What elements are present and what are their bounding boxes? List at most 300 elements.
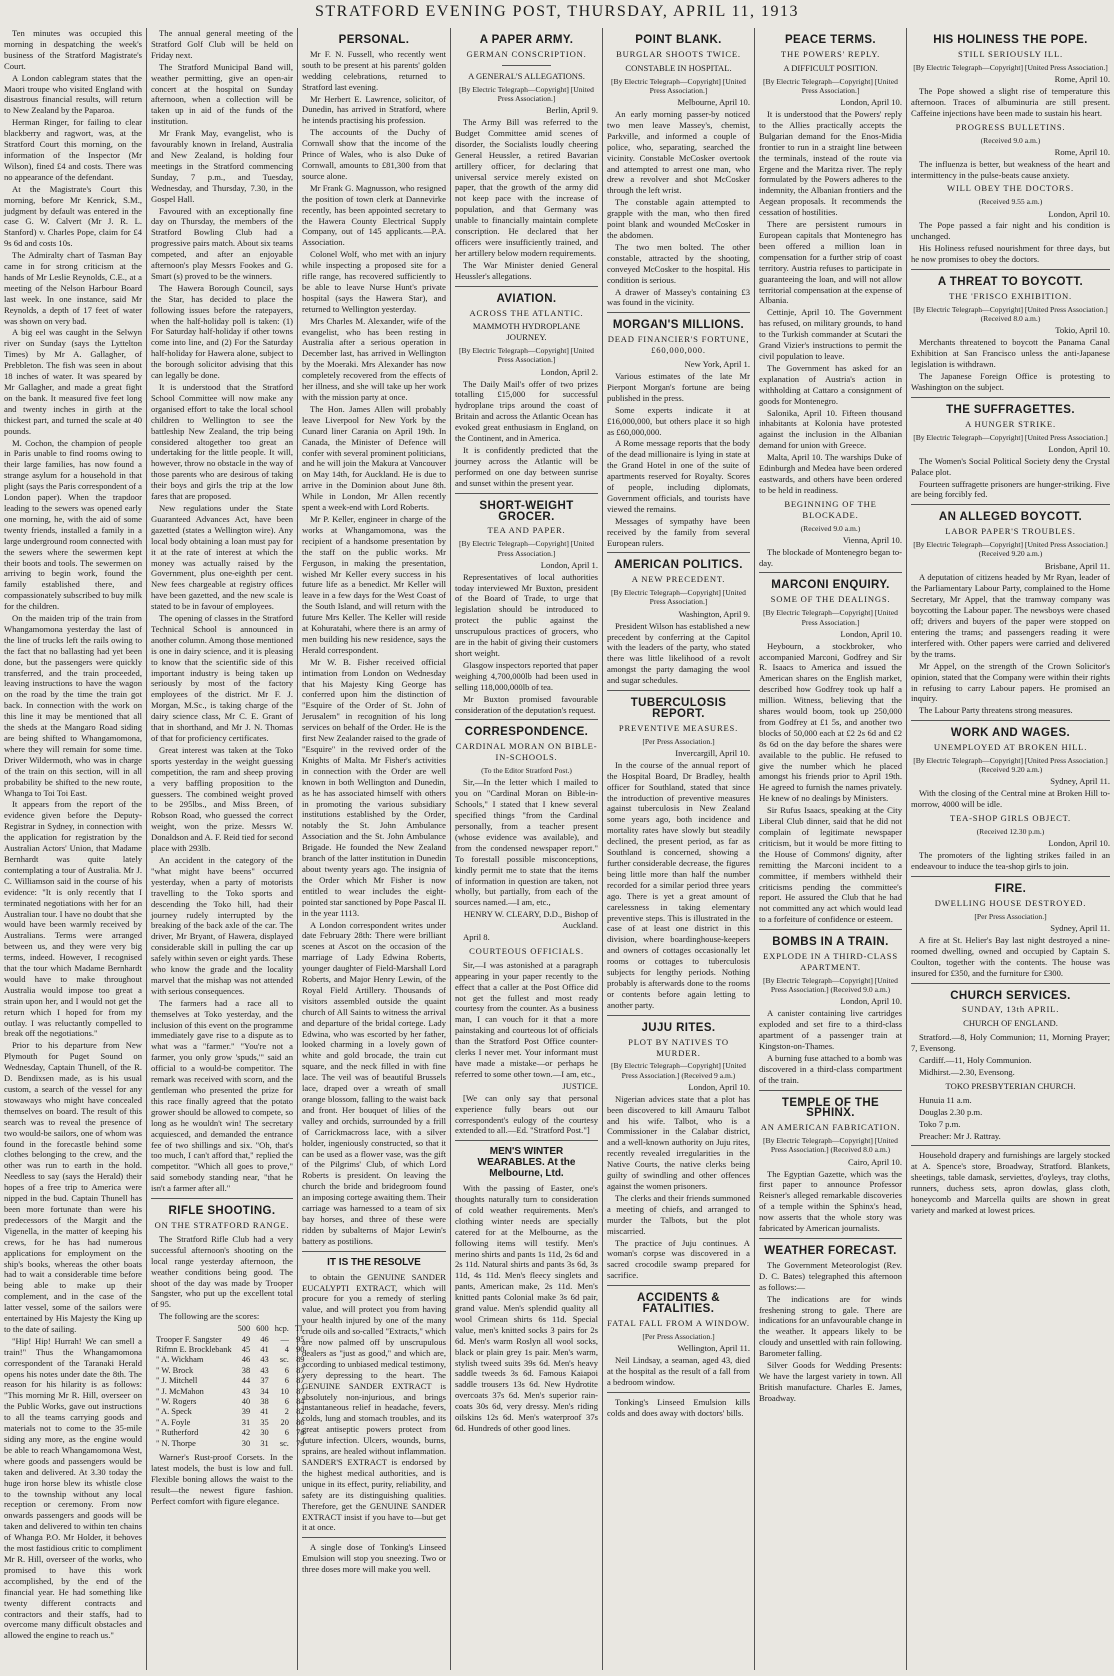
- peace-paras: [759, 109, 902, 496]
- received: (Received 9.0 a.m.): [980, 135, 1041, 145]
- table-row: [153, 1407, 307, 1417]
- paragraph: Glasgow inspectors reported that paper weighing 4,700,000lb had been used in selling 118,000,000lb of tea.: [455, 659, 598, 692]
- divider: [911, 504, 1110, 505]
- paragraph: At the Magistrate's Court this morning, before Mr Kenrick, S.M., judgment by default was entered in the case G. W. Calvert (Mr J. R. L. Stanford) v. Charles Pope, claim for £4 9s 6d and costs 10s.: [4, 183, 142, 249]
- paragraph: President Wilson has established a new precedent by conferring at the Capitol with the leaders of the party, who stated there was little likelihood of a revolt amongst the party damaging the wool and sugar schedules.: [607, 620, 750, 686]
- paragraph: The clerks and their friends summoned a meeting of chiefs, and arranged to murder the Talbots, but the plot miscarried.: [607, 1192, 750, 1236]
- column-paper-army: [455, 28, 598, 1670]
- weather-paras: [759, 1260, 902, 1404]
- received: (Received 9.0 a.m.): [800, 523, 861, 533]
- rifle-scores-body: [153, 1335, 307, 1449]
- score-cell: 30: [260, 1428, 269, 1438]
- dateline: Rome, April 10.: [1054, 74, 1110, 85]
- paragraph: M. Cochon, the champion of people in Paris unable to find rooms owing to their large families, has now found a strange asylum for a household in that plight (says the Paris correspondent of a London paper). When the trapdoor leading to the sewers was opened early one morning, he, with the aid of some twenty friends, installed a family in a large underground room connected with the sewers where the sewermen kept their boots and tools. The sewermen on arriving to begin work, found the family established there, and compassionately subscribed to buy milk for the children.: [4, 437, 142, 612]
- paragraph: The constable again attempted to grapple with the man, who then fired point blank and wounded McCosker in the abdomen.: [607, 197, 750, 240]
- score-cell: 46: [260, 1334, 269, 1344]
- dateline: London, April 10.: [688, 1081, 750, 1092]
- grocer-paras: [455, 572, 598, 716]
- score-cell: 6: [284, 1365, 289, 1375]
- column-personal: [302, 28, 446, 1670]
- paragraph: With the closing of the Central mine at Broken Hill to-morrow, 4000 will be idle.: [911, 788, 1110, 810]
- score-cell: 38: [241, 1365, 251, 1375]
- rifle-subheading: ON THE STRATFORD RANGE.: [154, 1219, 290, 1230]
- melbourne-ad-heading: MEN'S WINTER WEARABLES. At the Melbourne, Ltd.: [477, 1146, 576, 1180]
- church-paras: [911, 1032, 1110, 1078]
- score-cell: " N. Thorpe: [156, 1438, 196, 1448]
- column-local-news: [4, 28, 142, 1670]
- work-paras: [911, 788, 1110, 810]
- church-subheading-3: TOKO PRESBYTERIAN CHURCH.: [945, 1080, 1076, 1091]
- score-cell: 45: [241, 1344, 251, 1354]
- bulletins-paras: [911, 159, 1110, 181]
- melbourne-ad: With the passing of Easter, one's thoughts naturally turn to consideration of cold weather requirements. Men's clothing winter needs are specially catered for at the Melbourne, as the following items will testify. Men's merino shirts and pants 1s 11d, 2s 6d and 2s 11d. Natural shirts and pants 3s 6d, 3s 11d, 4s 11d. Men's fleecy singlets and pants, American make, 2s 11d. Men's knitted pants Colonial make 3s 6d pair, grand value. Men's splendid quality all wool Crimean shirts 6s 11d. Special value, men's knitted socks 3 pairs for 2s 6d. Men's warm Roslyn all wool socks, black or plain grey 1s pair. Men's warm, stylish tweed suits 39s 6d. Men's heavy saddle tweeds 3s 6d. Famous Kaiapoi saddle trousers 13s 6d. New Hydrotite overcoats 37s 6d. Men's superior rain-coats 30s 6d, very dressy. Men's riding oilskins 12s 6d. Men's waterproof 37s 6d. Hundreds of other good lines.: [455, 1183, 598, 1434]
- paragraph: The Daily Mail's offer of two prizes totalling £15,000 for successful hydroplane trips around the coast of Britain and across the Atlantic Ocean has evoked great enthusiasm in England, on the Continent, and in America.: [455, 378, 598, 444]
- score-cell: 37: [260, 1376, 269, 1386]
- weather-heading: WEATHER FORECAST.: [764, 1245, 897, 1258]
- short-rule: [502, 65, 551, 66]
- paragraph: A canister containing live cartridges exploded and set fire to a third-class apartment of a passenger train at Kingston-on-Thames.: [759, 1008, 902, 1051]
- paragraph: Mrs Charles M. Alexander, wife of the evangelist, who has been resting in Australia after a serious operation in December last, has arrived in Wellington by the Moeraki. Mrs Alexander has now completely recovered from the effects of her illness, and she will take up her work with the mission party at once.: [302, 315, 446, 402]
- received: (Received 12.30 p.m.): [976, 827, 1045, 837]
- paragraph: Some experts indicate it at £16,000,000, but others place it so high as £60,000,000.: [607, 404, 750, 437]
- dateline: Brisbane, April 11.: [1044, 560, 1110, 571]
- suffragettes-heading: THE SUFFRAGETTES.: [946, 403, 1075, 416]
- score-cell: " W. Brock: [156, 1365, 194, 1375]
- point-blank-subheading: BURGLAR SHOOTS TWICE.: [616, 48, 741, 59]
- paragraph: Nigerian advices state that a plot has been discovered to kill Amauru Talbot and his wife. Talbot, who is a Commissioner in the Calabar district, and a well-known authority on Juju rites, recently revealed irregularities in the Native Courts, the native clerks being guilty of swindling and other offences against the women prisoners.: [607, 1093, 750, 1191]
- divider: [455, 719, 598, 720]
- credit: [By Electric Telegraph—Copyright] [United Press Association.]: [459, 346, 594, 365]
- score-cell: 10: [280, 1386, 289, 1396]
- paragraph: The Government Meteorologist (Rev. D. C. Bates) telegraphed this afternoon as follows:—: [759, 1259, 902, 1292]
- table-row: [153, 1366, 307, 1376]
- morgan-subheading: DEAD FINANCIER'S FORTUNE, £60,000,000.: [607, 334, 750, 356]
- credit: [Per Press Association.]: [642, 736, 715, 746]
- paragraph: The Admiralty chart of Tasman Bay came in for strong criticism at the hands of Mr Leslie Reynolds, C.E., at a meeting of the Nelson Harbour Board last week. In one instance, said Mr Reynolds, a depth of 17 feet of water was shown on very bad.: [4, 250, 142, 326]
- paragraph: Mr Appel, on the strength of the Crown Solicitor's opinion, stated that the Company were within their rights in refusing to carry Labour papers. He promised an inquiry.: [911, 660, 1110, 704]
- divider: [607, 690, 750, 691]
- column-rule: [450, 28, 451, 1670]
- score-cell: 34: [260, 1386, 269, 1396]
- paragraph: The influenza is better, but weakness of the heart and intermittency in the pulse-beats cause anxiety.: [911, 158, 1110, 180]
- credit: [By Electric Telegraph—Copyright] [United Press Association.] (Received 8.0 a.m.): [913, 304, 1108, 324]
- paragraph: An early morning passer-by noticed two men leave Massey's, chemist, Parkville, and informed a couple of police, who, separating, searched the vicinity. Constable McCosker overtook and attempted to arrest one man, who drew a revolver and shot McCosker through the left wrist.: [607, 109, 750, 196]
- column-rule: [146, 28, 147, 1670]
- score-cell: 87: [296, 1386, 305, 1396]
- col2-paras: [151, 28, 293, 1194]
- table-row: [153, 1376, 307, 1386]
- credit: [By Electric Telegraph—Copyright] [United Press Association.] (Received 8.0 a.m.): [763, 1136, 898, 1155]
- work-heading: WORK AND WAGES.: [950, 727, 1071, 740]
- score-cell: 87: [296, 1376, 305, 1386]
- credit: [By Electric Telegraph—Copyright] [United Press Association.]: [611, 588, 746, 607]
- paragraph: The Pope passed a fair night and his condition is unchanged.: [911, 220, 1110, 242]
- score-cell: 44: [241, 1376, 251, 1386]
- credit: [By Electric Telegraph—Copyright] [United Press Association.]: [459, 539, 594, 558]
- juju-heading: JUJU RITES.: [641, 1021, 716, 1034]
- correspondence-paras: [455, 777, 598, 908]
- suffragettes-paras: [911, 456, 1110, 501]
- bombs-subheading: EXPLODE IN A THIRD-CLASS APARTMENT.: [763, 951, 898, 972]
- paragraph: The Government has asked for an explanation of Austria's action in withholding at Cattaro a consignment of goods for Montenegro.: [759, 362, 902, 406]
- alleged-boycott-subheading: LABOR PAPER'S TROUBLES.: [945, 526, 1076, 537]
- pope-subheading: STILL SERIOUSLY ILL.: [958, 48, 1063, 59]
- dateline: London, April 10.: [1048, 838, 1110, 849]
- score-cell: 31: [241, 1417, 251, 1427]
- tb-subheading: PREVENTIVE MEASURES.: [618, 722, 739, 733]
- score-cell: 35: [260, 1417, 269, 1427]
- accidents-subheading: FATAL FALL FROM A WINDOW.: [607, 1317, 750, 1328]
- table-row: [153, 1345, 307, 1355]
- paragraph: Toko 7 p.m.: [919, 1118, 961, 1129]
- divider: [911, 983, 1110, 984]
- rifle-scores-table: [153, 1324, 307, 1449]
- paper-army-subheading-2: A GENERAL'S ALLEGATIONS.: [468, 70, 585, 81]
- paragraph: Silver Goods for Wedding Presents: We have the largest variety in town. All British manufacture. Charles E. James, Broadway.: [759, 1360, 902, 1403]
- paragraph: Cettinje, April 10. The Government has refused, on military grounds, to hand to the Turkish commander at Scutari the Grand Vizier's instructions to permit the civil population to leave.: [759, 307, 902, 361]
- paragraph: Sir,—I was astonished at a paragraph appearing in your paper recently to the effect that a caller at the Post Office did not get the fullest and most ready courtesy from the counter. As a business man, I can vouch for it that a more painstaking and courteous lot of officials than the Stratford Post Office counter-clerks I never met. Your informant must have made a mistake—or perhaps he referred to some other town.—I am, etc.,: [455, 959, 598, 1079]
- juju-subheading: PLOT BY NATIVES TO MURDER.: [628, 1036, 729, 1058]
- peace-heading: PEACE TERMS.: [784, 34, 877, 46]
- paragraph: The indications are for winds freshening strong to gale. There are indications for an unfavourable change in the weather. It appears likely to be cloudy and unsettled with rain following. Barometer falling.: [759, 1293, 902, 1359]
- score-cell: " Rutherford: [156, 1428, 199, 1438]
- credit: [Per Press Association.]: [642, 1331, 715, 1341]
- credit: [By Electric Telegraph—Copyright] [United Press Association.] (Received 9 a.m.): [611, 1061, 746, 1080]
- paragraph: Mr Herbert E. Lawrence, solicitor, of Dunedin, has arrived in Stratford, where he intends practising his profession.: [302, 93, 446, 126]
- score-cell: 41: [260, 1407, 269, 1417]
- paragraph: The annual general meeting of the Stratford Golf Club will be held on Friday next.: [151, 28, 293, 60]
- dateline: Rome, April 10.: [1054, 146, 1110, 157]
- divider: [759, 572, 902, 573]
- paragraph: Messages of sympathy have been received by the family from several European rulers.: [607, 515, 750, 548]
- paragraph: A deputation of citizens headed by Mr Ryan, leader of the Parliamentary Labour Party, complained to the Home Secretary, Mr Appel, that the tramway company was boycotting the Labour paper. The newsboys were chased off; drivers and buyers of the paper were stopped on entering the trams; and passengers reading it were interfered with. Other papers were carried and delivered by the trams.: [911, 572, 1110, 659]
- aviation-subheading: ACROSS THE ATLANTIC.: [469, 307, 584, 318]
- paragraph: Preacher: Mr J. Rattray.: [919, 1130, 1001, 1141]
- paragraph: On the maiden trip of the train from Whangamomona yesterday the last of the line of trucks left the rails owing to the fact that no ballasting had yet been done, but the passengers were quickly transferred, and the train proceeded, leaving instructions to have the wagon on the road by the time the train got back. In connection with the work on this line it may be mentioned that all the sheds at the Mangaro Road siding are being shifted to Whangamomona, where they will remain for some time. Driver Wildermoth, who was in charge of the train on this section, will in all probability be shifted to the new route, Whanga to Toi Toi East.: [4, 613, 142, 798]
- table-row: [153, 1335, 307, 1345]
- divider: [911, 397, 1110, 398]
- dateline: London, April 1.: [540, 559, 598, 570]
- paragraph: The opening of classes in the Stratford Technical School is announced in another column. Among those mentioned is one in dairy science, and it is pleasing to know that the scientific side of this important industry is being taken up seriously by most of the factory employees of the district. Mr F. J. Morgan, M.Sc., is taking charge of the dairy science class, Mr C. E. Grant of that in shorthand, and Mr J. N. Thomas of that for proficiency certificates.: [151, 613, 294, 743]
- correspondence-subheading-2: COURTEOUS OFFICIALS.: [469, 945, 584, 956]
- to-editor: (To the Editor Stratford Post.): [481, 766, 572, 776]
- paragraph: The practice of Juju continues. A woman's corpse was discovered in a sacred crocodile swamp prepared for sacrifice.: [607, 1237, 750, 1281]
- dateline: London, April 10.: [1048, 208, 1110, 219]
- score-cell: 30: [241, 1438, 251, 1448]
- blockade-heading: BEGINNING OF THE BLOCKADE.: [784, 498, 877, 520]
- paragraph: Herman Ringer, for failing to clear blackberry and ragwort, was, at the Stratford Court this morning, on the information of the Inspector (Mr Wilson), fined £4 and costs. There was no appearance of the defendant.: [4, 117, 142, 182]
- paragraph: The Women's Social Political Society deny the Crystal Palace plot.: [911, 455, 1110, 477]
- marconi-subheading: SOME OF THE DEALINGS.: [770, 594, 891, 605]
- divider: [607, 1285, 750, 1286]
- paragraph: Favoured with an exceptionally fine day on Thursday, the members of the Stratford Bowling Club had a progressive pairs match. About six teams competed, and after an enjoyable afternoon's play Messrs Fookes and G. Smart (s) proved to be the winners.: [151, 205, 293, 281]
- work-subheading-2: TEA-SHOP GIRLS OBJECT.: [950, 813, 1071, 824]
- column-peace-terms: [759, 28, 902, 1670]
- politics-paras: [607, 621, 750, 686]
- score-cell: " A. Foyle: [156, 1417, 191, 1427]
- morgan-paras: [607, 371, 750, 549]
- divider: [759, 929, 902, 930]
- dateline: London, April 10.: [840, 628, 902, 639]
- column-rule: [602, 28, 603, 1670]
- score-cell: sc.: [279, 1355, 289, 1365]
- paragraph: The Pope showed a slight rise of temperature this afternoon. Traces of albuminuria are still present. Caffeine injections have been made to sustain his heart.: [911, 85, 1110, 118]
- score-cell: 4: [284, 1344, 289, 1354]
- boycott-paras: [911, 337, 1110, 393]
- score-header-cell: [153, 1324, 235, 1334]
- score-cell: 82: [296, 1407, 305, 1417]
- dateline: Wellington, April 11.: [677, 1343, 750, 1354]
- bombs-paras: [759, 1008, 902, 1085]
- paragraph: The Egyptian Gazette, which was the first paper to announce Professor Reisner's alleged remarkable discoveries of a temple within the Sphinx's head, now asserts that the whole story was fabricated by American journalists.: [759, 1168, 902, 1234]
- blockade-paras: [759, 547, 902, 569]
- paragraph: It appears from the report of the evidence given before the Deputy-Registrar in Sydney, in connection with the application for registration by the Australian Actors' Union, that Madame Bernhardt was quite lately contemplating a tour of Australia. Mr J. C. Williamson said in the course of his evidence: "It is only recently that I terminated negotiations with her for an Australian tour. I have no doubt that she would have been warmly received by Australians. Terms were arranged between us, and they were very big terms, indeed. However, I recognised that the tour which Madame Bernhardt would have to make throughout Australia would impose too great a strain upon her, and I would not get the return which I hoped for from my outlay. I was reluctantly compelled to break off the negotiations.": [4, 799, 142, 1039]
- dateline: Invercargill, April 10.: [675, 747, 750, 758]
- paragraph: The Japanese Foreign Office is protesting to Washington on the subject.: [911, 370, 1110, 392]
- paragraph: A burning fuse attached to a bomb was discovered in a third-class compartment of the train.: [759, 1052, 902, 1085]
- paragraph: Midhirst.—2.30, Evensong.: [919, 1066, 1015, 1077]
- paragraph: Stratford.—8, Holy Communion; 11, Morning Prayer; 7, Evensong.: [911, 1032, 1110, 1054]
- peace-subheading: THE POWERS' REPLY.: [780, 48, 881, 59]
- paragraph: Douglas 2.30 p.m.: [919, 1106, 983, 1117]
- credit: [By Electric Telegraph—Copyright] [United Press Association.]: [913, 432, 1108, 442]
- paragraph: A drawer of Massey's containing £3 was found in the vicinity.: [607, 286, 750, 308]
- paragraph: Malta, April 10. The warships Duke of Edinburgh and Medea have been ordered eastwards, and others have been ordered to be held in readiness.: [759, 452, 902, 495]
- column-pope: [911, 28, 1110, 1670]
- rifle-paras: [151, 1234, 293, 1322]
- paper-army-paras: [455, 117, 598, 282]
- boycott-subheading: THE 'FRISCO EXHIBITION.: [949, 291, 1072, 302]
- paragraph: There are persistent rumours in European capitals that Montenegro has been offered a million loan in compensation for a further strip of coast territory. Austria refuses to participate in guaranteeing the loan, and will not allow territorial compensation at the expense of Albania.: [759, 219, 902, 306]
- score-cell: 87: [296, 1365, 305, 1375]
- masthead: STRATFORD EVENING POST, THURSDAY, APRIL 11, 1913: [314, 3, 800, 20]
- sphinx-subheading: AN AMERICAN FABRICATION.: [760, 1122, 901, 1133]
- score-cell: 95: [296, 1334, 305, 1344]
- dateline: Tokio, April 10.: [1055, 325, 1110, 336]
- rifle-scores-header: [153, 1324, 307, 1334]
- paper-army-subheading: GERMAN CONSCRIPTION.: [466, 48, 587, 59]
- correspondence-subheading: CARDINAL MORAN ON BIBLE-IN-SCHOOLS.: [455, 741, 598, 763]
- personal-paras: [302, 49, 446, 1247]
- point-blank-paras: [607, 109, 750, 308]
- score-cell: Rifmn E. Brocklebank: [156, 1344, 232, 1354]
- dateline: London, April 10.: [840, 97, 902, 108]
- pope-paras: [911, 86, 1110, 119]
- divider: [911, 876, 1110, 877]
- aviation-heading: AVIATION.: [496, 292, 557, 305]
- editor-note: [We can only say that personal experience fully bears out our correspondent's eulogy of the courtesy extended to all.—Ed. "Stratford Post."]: [455, 1092, 598, 1136]
- score-cell: 43: [260, 1365, 269, 1375]
- fire-paras: [911, 935, 1110, 979]
- score-cell: 84: [296, 1396, 305, 1406]
- paragraph: The Army Bill was referred to the Budget Committee amid scenes of disorder, the Socialists loudly cheering General Heussler, a retired Bavarian artillery officer, for declaring that universal service merely existed on paper, that the growth of the army did not keep pace with the increase of population, and that Germany was unable to financially maintain complete conscription. He declared that her officers were insufficiently trained, and her artillery below modern requirements.: [455, 117, 598, 258]
- credit: [By Electric Telegraph—Copyright] [United Press Association.]: [763, 608, 898, 627]
- paragraph: The Stratford Municipal Band will, weather permitting, give an open-air concert at the hospital on Sunday afternoon, when a collection will be taken up in aid of the funds of the institution.: [151, 61, 293, 127]
- score-header-cell: 600: [256, 1324, 269, 1334]
- dateline: New York, April 1.: [684, 359, 750, 370]
- aviation-paras: [455, 379, 598, 489]
- grocer-heading: SHORT-WEIGHT GROCER.: [479, 499, 574, 523]
- peace-subheading-2: A DIFFICULT POSITION.: [783, 62, 878, 73]
- corset-ad: Warner's Rust-proof Corsets. In the latest models, the bust is low and full. Flexible boning allows the waist to the result—the newest figure fashion. Perfect comfort with figure elegance.: [151, 1452, 293, 1506]
- tb-paras: [607, 760, 750, 1011]
- paragraph: A fire at St. Helier's Bay last night destroyed a nine-roomed dwelling, owned and occupied by Captain S. Coulton, together with the contents. The house was insured for £350, and the furniture for £300.: [911, 934, 1110, 978]
- paragraph: A Rome message reports that the body of the dead millionaire is lying in state at the Grand Hotel in one of the suite of apartments reserved for Royalty. Scores of people, including diplomats, Government officials, and tourists have viewed the remains.: [607, 438, 750, 514]
- dateline: Washington, April 9.: [678, 608, 750, 619]
- score-cell: —: [280, 1334, 289, 1344]
- paragraph: A big eel was caught in the Selwyn river on Sunday (says the Lyttelton Times) by Mr A. Gallagher, of Prebbleton. The fish was seen in about 18 inches of water. It was speared by Mr Gallagher, and made a great fight on the bank. It measured five feet long and twenty inches in girth at the thickest part, and turned the scale at 40 pounds.: [4, 327, 142, 436]
- politics-subheading: A NEW PRECEDENT.: [631, 574, 726, 585]
- score-cell: 46: [241, 1355, 251, 1365]
- score-cell: 38: [260, 1396, 269, 1406]
- paragraph: The Hawera Borough Council, says the Star, has decided to place the following issues before the ratepayers, when the half-holiday poll is taken: (1) For Saturday half-holiday if other towns come into line, and (2) For the Saturday half-holiday for Hawera alone, subject to the borough solicitor advising that this can legally be done.: [151, 282, 293, 381]
- paragraph: The promoters of the lighting strikes failed in an endeavour to induce the tea-shop girls to join.: [911, 850, 1110, 872]
- paragraph: Various estimates of the late Mr Pierpont Morgan's fortune are being published in the press.: [607, 370, 750, 403]
- point-blank-heading: POINT BLANK.: [635, 34, 722, 46]
- table-row: [153, 1439, 307, 1449]
- signature: JUSTICE.: [562, 1080, 598, 1091]
- paragraph: Mr Buxton promised favourable consideration of the deputation's request.: [455, 693, 598, 715]
- paragraph: The War Minister denied General Heussler's allegations.: [455, 259, 598, 281]
- table-row: [153, 1387, 307, 1397]
- divider: [455, 286, 598, 287]
- score-cell: sc.: [279, 1438, 289, 1448]
- aviation-subheading-2: MAMMOTH HYDROPLANE JOURNEY.: [472, 321, 581, 343]
- score-cell: 43: [260, 1355, 269, 1365]
- suffragettes-subheading: A HUNGER STRIKE.: [965, 418, 1056, 429]
- score-cell: 86: [296, 1417, 305, 1427]
- divider: [911, 720, 1110, 721]
- score-header-cell: hcp.: [274, 1324, 289, 1334]
- credit: [By Electric Telegraph—Copyright] [United Press Association.] (Received 9.20 a.m.): [913, 540, 1108, 559]
- credit: [By Electric Telegraph—Copyright] [United Press Association.]: [611, 76, 746, 95]
- score-cell: 78: [296, 1428, 305, 1438]
- bombs-heading: BOMBS IN A TRAIN.: [772, 936, 889, 949]
- credit: [By Electric Telegraph—Copyright] [United Press Association.] (Received 9.20 a.m.): [913, 756, 1108, 775]
- col1-paras: [4, 28, 142, 1641]
- score-cell: 6: [284, 1396, 289, 1406]
- paragraph: Hunuia 11 a.m.: [919, 1094, 972, 1105]
- work-paras-2: [911, 850, 1110, 872]
- score-cell: 79: [296, 1438, 305, 1448]
- divider: [911, 1145, 1110, 1146]
- personal-heading: PERSONAL.: [338, 34, 410, 46]
- paragraph: A London cablegram states that the Maori troupe who visited England with disastrous financial results, will return to New Zealand by the Paparoa.: [4, 72, 142, 116]
- paragraph: The farmers had a race all to themselves at Toko yesterday, and the inclusion of this event on the programme immediately gave rise to a dispute as to what was a "farmer." "You're not a farmer, you only grow 'spuds,'" said an official to a would-be competitor. The remark was received with scorn, and the gentleman who presented the prize for this race finally agreed that the potato grower should be allowed to compete, so long as he wouldn't win! The secretary acquiesced, and demanded the entrance fee of two shillings and six. "Oh, that's too much, I can't afford that," replied the competitor. "Which all goes to prove," said somebody standing near, "that he isn't a farmer after all.": [151, 997, 293, 1194]
- paragraph: An accident in the category of the "what might have beens" occurred yesterday, when a party of motorists travelling to the Toko sports and descending the Toko hill, had their journey rudely interrupted by the breaking of the back axle of the car. The driver, Mr Bryant, of Hawera, displayed considerable skill in pulling the car up safely within seven or eight yards. These who know the grade and the locality marvel that the mishap was not attended with serious consequences.: [151, 854, 293, 996]
- letter-date: April 8.: [463, 932, 490, 943]
- score-cell: Trooper F. Sangster: [156, 1334, 222, 1344]
- table-row: [153, 1355, 307, 1365]
- score-cell: 40: [241, 1396, 251, 1406]
- credit: [By Electric Telegraph—Copyright] [United Press Association.]: [763, 76, 898, 95]
- signature: HENRY W. CLEARY, D.D., Bishop of Auckland.: [463, 909, 598, 931]
- paragraph: Merchants threatened to boycott the Panama Canal Exhibition at San Francisco unless the anti-Japanese legislation is withdrawn.: [911, 337, 1110, 370]
- paragraph: Ten minutes was occupied this morning in despatching the week's business of the Stratford Magistrate's Court.: [4, 28, 142, 71]
- paragraph: New regulations under the State Guaranteed Advances Act, have been gazetted (states a Wellington wire). Any local body obtaining a loan must pay for it at the rate of interest at which the money was actually raised by the Government, plus one-eighth per cent. New fees chargeable at registry offices have been gazetted, and the new scale is stated to be in favour of employees.: [151, 502, 293, 612]
- paragraph: It is confidently predicted that the journey across the Atlantic will be performed on one day between sunrise and sunset within the present year.: [455, 445, 598, 488]
- church-subheading-2: CHURCH OF ENGLAND.: [963, 1018, 1058, 1029]
- score-cell: 42: [241, 1428, 251, 1438]
- rifle-heading: RIFLE SHOOTING.: [168, 1205, 276, 1218]
- spence-ad: Household drapery and furnishings are largely stocked at A. Spence's store, Broadway, Stratford. Blankets, sheetings, table damask, serviettes, d'oyleys, tray cloths, runners, duchess sets, apron dowlas, glass cloth, honeycomb and Marcella quilts are shown in great variety and marked at lowest prices.: [911, 1150, 1110, 1215]
- work-subheading: UNEMPLOYED AT BROKEN HILL.: [933, 742, 1088, 753]
- credit: [By Electric Telegraph—Copyright] [United Press Association.]: [459, 84, 594, 103]
- score-cell: 90: [296, 1344, 305, 1354]
- marconi-paras: [759, 641, 902, 926]
- score-cell: " A. Speck: [156, 1407, 192, 1417]
- divider: [607, 312, 750, 313]
- divider: [455, 1140, 598, 1141]
- marconi-heading: MARCONI ENQUIRY.: [771, 579, 890, 592]
- score-cell: 89: [296, 1355, 305, 1365]
- credit: [By Electric Telegraph—Copyright] [United Press Association.]: [913, 62, 1108, 72]
- paragraph: Cardiff.—11, Holy Communion.: [919, 1055, 1032, 1066]
- obey-paras: [911, 220, 1110, 265]
- alleged-boycott-paras: [911, 572, 1110, 716]
- credit: [Per Press Association.]: [974, 911, 1047, 921]
- score-cell: " A. Wickham: [156, 1355, 204, 1365]
- bulletins-heading: PROGRESS BULLETINS.: [955, 121, 1066, 132]
- paragraph: Mr F. N. Fussell, who recently went south to be present at his parents' golden wedding celebrations, returned to Stratford last evening.: [302, 48, 446, 92]
- paragraph: Salonika, April 10. Fifteen thousand inhabitants at Kolonia have protested against the inclusion in the Albanian demand for union with Greece.: [759, 407, 902, 451]
- divider: [607, 552, 750, 553]
- dateline: Vienna, April 10.: [842, 534, 902, 545]
- paragraph: The Hon. James Allen will probably leave Liverpool for New York by the Cunard liner Carania on April 19th. In Canada, the Minister of Defence will confer with several prominent politicians, and he will join the Makura at Vancouver on May 14th, for Auckland. He is due to arrive in the Dominion about June 8th. While in London, Mr Allen recently spent a week-end with Lord Roberts.: [302, 403, 446, 513]
- paragraph: Neil Lindsay, a seaman, aged 43, died at the hospital as the result of a fall from a bedroom window.: [607, 1354, 750, 1387]
- paragraph: The blockade of Montenegro began to-day.: [759, 546, 902, 568]
- sander-ad: to obtain the GENUINE SANDER EUCALYPTI EXTRACT, which will procure for you a remedy of sterling value, and will protect you from having your health injured by one of the many crude oils and so-called "Extracts," which are now palmed off by unscrupulous dealers as "just as good," and which are, according to unbiased medical testimony, very depressing to the heart. The GENUINE SANDER EXTRACT is absolutely non-injurious, and brings instantaneous relief in headache, fevers, colds, lung and stomach troubles, and its great antiseptic powers protect from future infection. Ulcers, wounds, burns, sprains, are healed without inflammation. SANDER'S EXTRACT is endorsed by the highest medical authorities, and is unique in its effect, purity, reliability, and safety are its distinguishing qualities. Therefore, get the GENUINE SANDER EXTRACT insist if you have to—but get it at once.: [302, 1271, 446, 1533]
- paragraph: Great interest was taken at the Toko sports yesterday in the weight guessing competition, the ram and sheep proving a very baffling proposition to the guessers. The combined weight proved to be 295lbs., and Miss Breen, of Robson Road, who guessed the correct weight, won the prize. Messrs W. Donaldson and A. F. Reid tied for second place with 293lb.: [151, 744, 293, 854]
- paragraph: The Stratford Rifle Club had a very successful afternoon's shooting on the local range yesterday afternoon, the weather conditions being good. The shoot of the day was made by Trooper Sangster, who put up the excellent total of 95.: [151, 1233, 293, 1310]
- paragraph: Representatives of local authorities today interviewed Mr Buxton, president of the Board of Trade, to urge that legislation should be introduced to protect the public against the unscrupulous practices of grocers, who are in the habit of giving their customers short weight.: [455, 571, 598, 658]
- accidents-paras: [607, 1355, 750, 1388]
- point-blank-subheading-2: CONSTABLE IN HOSPITAL.: [625, 62, 732, 73]
- tonking-ad-2: Tonking's Linseed Emulsion kills colds and does away with doctors' bills.: [607, 1396, 750, 1418]
- score-cell: 2: [284, 1407, 289, 1417]
- juju-paras: [607, 1094, 750, 1281]
- paragraph: The Labour Party threatens strong measures.: [919, 705, 1073, 716]
- divider: [607, 1392, 750, 1393]
- obey-heading: WILL OBEY THE DOCTORS.: [947, 183, 1074, 194]
- paper-army-heading: A PAPER ARMY.: [479, 34, 574, 46]
- paragraph: Mr Frank May, evangelist, who is favourably known in Ireland, Australia and New Zealand, is holding four meetings in the Stratford commencing Sunday, 7 p.m., and Tuesday, Wednesday, and Thursday, 7.30, in the Gospel Hall.: [151, 128, 293, 204]
- sander-ad-heading: IT IS THE RESOLVE: [327, 1256, 421, 1268]
- correspondence-heading: CORRESPONDENCE.: [464, 726, 589, 739]
- divider: [302, 1537, 446, 1538]
- grocer-subheading: TEA AND PAPER.: [487, 525, 566, 536]
- paragraph: It is understood that the Stratford School Committee will now make any organised effort to take the local school children to Wellington to see the battleship New Zealand, the trip being considered altogether too great an undertaking for the little people. It will, however, throw no obstacle in the way of those parents who are desirous of taking their boys and girls the trip at the low fares that are proposed.: [151, 382, 293, 502]
- boycott-heading: A THREAT TO BOYCOTT.: [937, 276, 1084, 289]
- pope-heading: HIS HOLINESS THE POPE.: [933, 34, 1088, 46]
- fire-heading: FIRE.: [994, 882, 1027, 895]
- divider: [759, 1238, 902, 1239]
- received: (Received 9.55 a.m.): [978, 197, 1043, 207]
- church-subheading: SUNDAY, 13th APRIL.: [961, 1004, 1060, 1015]
- table-row: [153, 1428, 307, 1438]
- dateline: London, April 2.: [540, 366, 598, 377]
- score-cell: " J. Mitchell: [156, 1376, 198, 1386]
- tb-heading: TUBERCULOSIS REPORT.: [630, 697, 727, 720]
- table-row: [153, 1418, 307, 1428]
- paragraph: The following are the scores:: [159, 1311, 260, 1322]
- morgan-heading: MORGAN'S MILLIONS.: [612, 319, 745, 332]
- paragraph: Mr P. Keller, engineer in charge of the works at Whangamomona, was the recipient of a handsome presentation by the staff on the public works. Mr Ferguson, in making the presentation, wished Mr Keller every success in his future life as a benedict. Mr Keller will leave in a few days for the West Coast of the South Island, and will return with the future Mrs Keller. The Keller will reside at Kohuratahi, where there is an army of men building his new residence, says the Herald correspondent.: [302, 513, 446, 655]
- column-rule: [906, 28, 907, 1670]
- table-row: [153, 1397, 307, 1407]
- score-header-cell: 500: [237, 1324, 251, 1334]
- paragraph: His Holiness refused nourishment for three days, but he now promises to obey the doctors.: [911, 243, 1110, 265]
